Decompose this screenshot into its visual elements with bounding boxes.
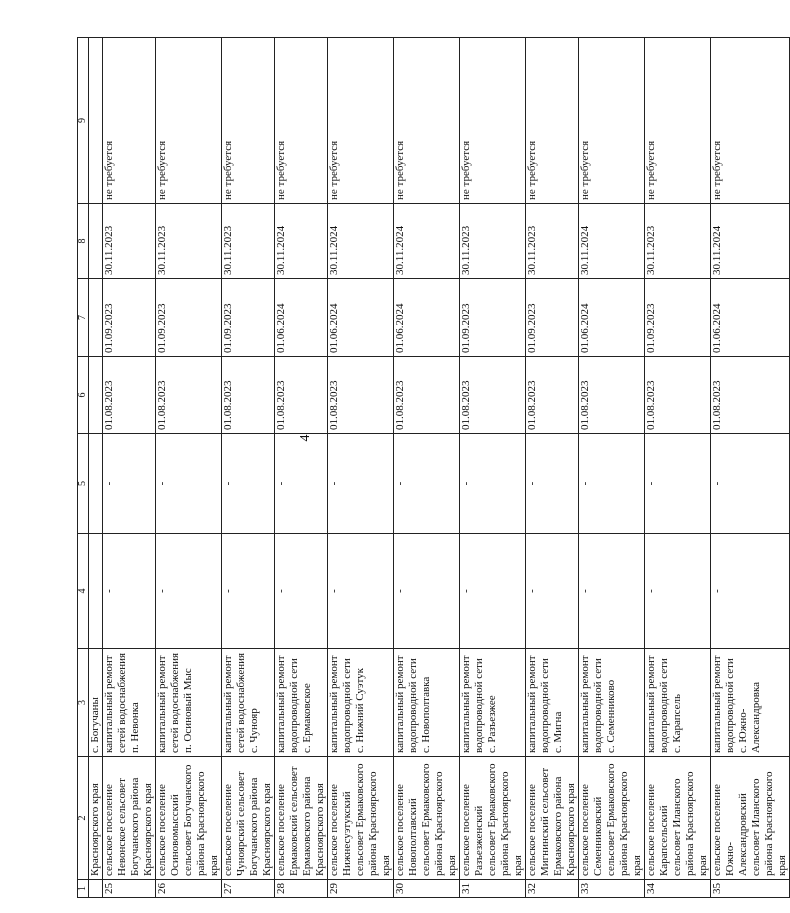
table-row xyxy=(579,38,645,898)
cell-col5: - xyxy=(460,434,526,534)
cell-col4: - xyxy=(328,534,394,649)
cell-col4: - xyxy=(460,534,526,649)
table-row xyxy=(460,38,526,898)
cell-col5: - xyxy=(328,434,394,534)
cell-col8: 30.11.2023 xyxy=(222,204,275,279)
cell-object: капитальный ремонт сетей водоснабжения п. Невонка xyxy=(103,649,156,757)
cell-col9: не требуется xyxy=(394,38,460,204)
cell-empty xyxy=(89,534,103,649)
page-number: 4 xyxy=(298,434,313,442)
table-row xyxy=(328,38,394,898)
cell-object: капитальный ремонт водопроводной сети с. Нижний Суэтук xyxy=(328,649,394,757)
cell-col9: не требуется xyxy=(328,38,394,204)
cell-col6: 01.08.2023 xyxy=(222,357,275,434)
table-row xyxy=(394,38,460,898)
cell-col5: - xyxy=(222,434,275,534)
column-number: 6 xyxy=(78,357,89,434)
cell-number: 25 xyxy=(103,880,156,898)
cell-col6: 01.08.2023 xyxy=(645,357,711,434)
cell-col8: 30.11.2024 xyxy=(275,204,328,279)
cell-number: 33 xyxy=(579,880,645,898)
cell-col5: - xyxy=(579,434,645,534)
cell-col8: 30.11.2023 xyxy=(526,204,579,279)
cell-col5: - xyxy=(394,434,460,534)
column-number: 8 xyxy=(78,204,89,279)
cell-col5: - xyxy=(526,434,579,534)
cell-settlement: сельское поселение Новополтавский сельсовет Ермаковского района Красноярского края xyxy=(394,757,460,880)
table-row xyxy=(103,38,156,898)
cell-col8: 30.11.2024 xyxy=(579,204,645,279)
cell-col8: 30.11.2023 xyxy=(645,204,711,279)
cell-col5: - xyxy=(645,434,711,534)
cell-number: 27 xyxy=(222,880,275,898)
cell-object: капитальный ремонт водопроводной сети с. Разъезжее xyxy=(460,649,526,757)
cell-col7: 01.06.2024 xyxy=(328,279,394,357)
cell-col9: не требуется xyxy=(222,38,275,204)
cell-col8: 30.11.2024 xyxy=(394,204,460,279)
cell-settlement: сельское поселение Мигнинский сельсовет Ермаковского района Красноярского края xyxy=(526,757,579,880)
table-row xyxy=(156,38,222,898)
cell-col9: не требуется xyxy=(711,38,790,204)
cell-number: 29 xyxy=(328,880,394,898)
cell-col7: 01.06.2024 xyxy=(394,279,460,357)
cell-col9: не требуется xyxy=(579,38,645,204)
cell-settlement: сельское поселение Невонское сельсовет Богучанского района Красноярского края xyxy=(103,757,156,880)
cell-col9: не требуется xyxy=(460,38,526,204)
cell-col7: 01.09.2023 xyxy=(645,279,711,357)
cell-number: 32 xyxy=(526,880,579,898)
cell-col4: - xyxy=(579,534,645,649)
table-row xyxy=(645,38,711,898)
cell-col9: не требуется xyxy=(156,38,222,204)
cell-object: капитальный ремонт водопроводной сети с. Мигна xyxy=(526,649,579,757)
cell-col8: 30.11.2023 xyxy=(156,204,222,279)
cell-number: 26 xyxy=(156,880,222,898)
cell-settlement: сельское поселение Нижнесуэтукский сельсовет Ермаковского района Красноярского края xyxy=(328,757,394,880)
cell-settlement: сельское поселение Южно-Александровский сельсовет Иланского района Красноярского края xyxy=(711,757,790,880)
cell-number: 31 xyxy=(460,880,526,898)
column-number: 5 xyxy=(78,434,89,534)
cell-col6: 01.08.2023 xyxy=(103,357,156,434)
cell-number: 34 xyxy=(645,880,711,898)
cell-object: капитальный ремонт водопроводной сети с. Новополтавка xyxy=(394,649,460,757)
table-row xyxy=(526,38,579,898)
cell-number: 28 xyxy=(275,880,328,898)
cell-col8: 30.11.2024 xyxy=(328,204,394,279)
table-row xyxy=(275,38,328,898)
cell-number: 35 xyxy=(711,880,790,898)
cell-col7: 01.09.2023 xyxy=(156,279,222,357)
cell-object: капитальный ремонт сетей водоснабжения с. Чунояр xyxy=(222,649,275,757)
continuation-row xyxy=(89,38,103,898)
column-number: 3 xyxy=(78,649,89,757)
cell-settlement: сельское поселение Осиновомысский сельсовет Богучанского района Красноярского края xyxy=(156,757,222,880)
cell-number xyxy=(89,880,103,898)
cell-settlement: сельское поселение Ермаковский сельсовет Ермаковского района Красноярского края xyxy=(275,757,328,880)
cell-col7: 01.09.2023 xyxy=(526,279,579,357)
cell-col5: - xyxy=(103,434,156,534)
cell-object: капитальный ремонт водопроводной сети с. Ермаковское xyxy=(275,649,328,757)
column-number-row xyxy=(78,38,89,898)
cell-settlement: сельское поселение Карапсельский сельсовет Иланского района Красноярского края xyxy=(645,757,711,880)
cell-col4: - xyxy=(103,534,156,649)
cell-col5: - xyxy=(156,434,222,534)
cell-col4: - xyxy=(526,534,579,649)
cell-col9: не требуется xyxy=(103,38,156,204)
cell-col4: - xyxy=(645,534,711,649)
column-number: 2 xyxy=(78,757,89,880)
column-number: 9 xyxy=(78,38,89,204)
cell-col4: - xyxy=(275,534,328,649)
cell-col4: - xyxy=(711,534,790,649)
cell-object: с. Богучаны xyxy=(89,649,103,757)
cell-empty xyxy=(89,434,103,534)
cell-col9: не требуется xyxy=(526,38,579,204)
table-row xyxy=(222,38,275,898)
cell-col8: 30.11.2024 xyxy=(711,204,790,279)
cell-settlement: Красноярского края xyxy=(89,757,103,880)
cell-settlement: сельское поселение Семенниковский сельсовет Ермаковского района Красноярского края xyxy=(579,757,645,880)
cell-col4: - xyxy=(222,534,275,649)
cell-col6: 01.08.2023 xyxy=(156,357,222,434)
cell-col8: 30.11.2023 xyxy=(103,204,156,279)
cell-col5: - xyxy=(275,434,328,534)
rotated-table-container xyxy=(77,38,788,898)
cell-col9: не требуется xyxy=(275,38,328,204)
cell-col6: 01.08.2023 xyxy=(460,357,526,434)
cell-empty xyxy=(89,204,103,279)
cell-col9: не требуется xyxy=(645,38,711,204)
table-row xyxy=(711,38,790,898)
cell-object: капитальный ремонт водопроводной сети с. Южно-Александровка xyxy=(711,649,790,757)
cell-col6: 01.08.2023 xyxy=(711,357,790,434)
cell-settlement: сельское поселение Разъезженский сельсовет Ермаковского района Красноярского края xyxy=(460,757,526,880)
cell-col6: 01.08.2023 xyxy=(328,357,394,434)
cell-col6: 01.08.2023 xyxy=(275,357,328,434)
cell-col6: 01.08.2023 xyxy=(526,357,579,434)
cell-col7: 01.09.2023 xyxy=(222,279,275,357)
schedule-table xyxy=(77,37,790,898)
cell-col7: 01.06.2024 xyxy=(711,279,790,357)
cell-number: 30 xyxy=(394,880,460,898)
cell-col7: 01.09.2023 xyxy=(103,279,156,357)
cell-col4: - xyxy=(394,534,460,649)
cell-empty xyxy=(89,279,103,357)
cell-col7: 01.06.2024 xyxy=(579,279,645,357)
cell-object: капитальный ремонт сетей водоснабжения п. Осиновый Мыс xyxy=(156,649,222,757)
cell-col6: 01.08.2023 xyxy=(579,357,645,434)
cell-object: капитальный ремонт водопроводной сети с. Карапсель xyxy=(645,649,711,757)
cell-col8: 30.11.2023 xyxy=(460,204,526,279)
cell-col5: - xyxy=(711,434,790,534)
cell-object: капитальный ремонт водопроводной сети с. Семенниково xyxy=(579,649,645,757)
cell-empty xyxy=(89,357,103,434)
cell-col7: 01.06.2024 xyxy=(275,279,328,357)
column-number: 4 xyxy=(78,534,89,649)
cell-col6: 01.08.2023 xyxy=(394,357,460,434)
cell-settlement: сельское поселение Чуноярский сельсовет Богучанского района Красноярского края xyxy=(222,757,275,880)
cell-empty xyxy=(89,38,103,204)
cell-col4: - xyxy=(156,534,222,649)
column-number: 1 xyxy=(78,880,89,898)
cell-col7: 01.09.2023 xyxy=(460,279,526,357)
column-number: 7 xyxy=(78,279,89,357)
